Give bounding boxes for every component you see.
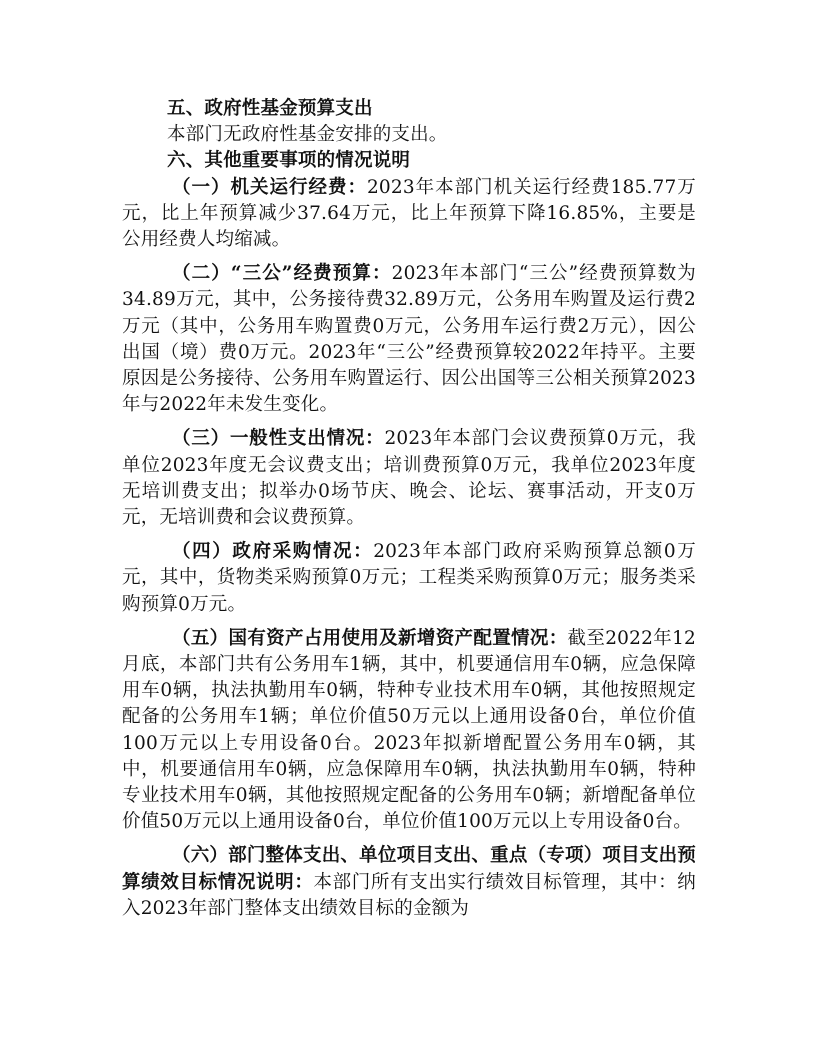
item-government-procurement xyxy=(122,539,696,618)
item-operating-expenses xyxy=(122,175,696,254)
item-body: 本部门所有支出实行绩效目标管理，其中：纳入2023年部门整体支出绩效目标的金额为 xyxy=(122,871,696,919)
item-lead: （二）“三公”经费预算： xyxy=(172,263,392,285)
item-body: 2023年本部门“三公”经费预算数为34.89万元，其中，公务接待费32.89万元，公务用车购置及运行费2万元（其中，公务用车购置费0万元，公务用车运行费2万元），因公出国（境）费0万元。2023年“三公”经费预算较2022年持平。主要原因是公务接待、公务用车购置运行、因公出国等三公相关预算2023年与2022年未发生变化。 xyxy=(122,263,696,416)
section5-title: 五、政府性基金预算支出 xyxy=(167,98,373,119)
item-general-expenses xyxy=(122,426,696,531)
item-body: 截至2022年12月底，本部门共有公务用车1辆，其中，机要通信用车0辆，应急保障用车0辆，执法执勤用车0辆，特种专业技术用车0辆，其他按照规定配备的公务用车1辆；单位价值50万元以上通用设备0台，单位价值100万元以上专用设备0台。2023年拟新增配置公务用车0辆，其中，机要通信用车0辆，应急保障用车0辆，执法执勤用车0辆，特种专业技术用车0辆，其他按照规定配备的公务用车0辆；新增配备单位价值50万元以上通用设备0台，单位价值100万元以上专用设备0台。 xyxy=(122,627,697,833)
item-lead: （四）政府采购情况： xyxy=(172,541,374,563)
item-body: 2023年本部门会议费预算0万元，我单位2023年度无会议费支出；培训费预算0万元，我单位2023年度无培训费支出；拟举办0场节庆、晚会、论坛、赛事活动，开支0万元，无培训费和会议费预算。 xyxy=(122,428,696,529)
item-state-assets xyxy=(122,626,696,836)
item-lead: （六）部门整体支出、单位项目支出、重点（专项）项目支出预算绩效目标情况说明： xyxy=(122,845,696,893)
item-lead: （一）机关运行经费： xyxy=(172,176,367,198)
item-performance-targets xyxy=(122,843,696,922)
section6-title: 六、其他重要事项的情况说明 xyxy=(167,150,411,172)
document-page xyxy=(122,96,696,922)
item-body: 2023年本部门政府采购预算总额0万元，其中，货物类采购预算0万元；工程类采购预算0万元；服务类采购预算0万元。 xyxy=(122,541,696,615)
item-lead: （五）国有资产占用使用及新增资产配置情况： xyxy=(172,627,568,649)
item-three-public-expenses xyxy=(122,261,696,418)
item-body: 2023年本部门机关运行经费185.77万元，比上年预算减少37.64万元，比上年预算下降16.85%，主要是公用经费人均缩减。 xyxy=(122,176,696,251)
section5-body: 本部门无政府性基金安排的支出。 xyxy=(167,124,448,146)
item-lead: （三）一般性支出情况： xyxy=(172,428,385,450)
